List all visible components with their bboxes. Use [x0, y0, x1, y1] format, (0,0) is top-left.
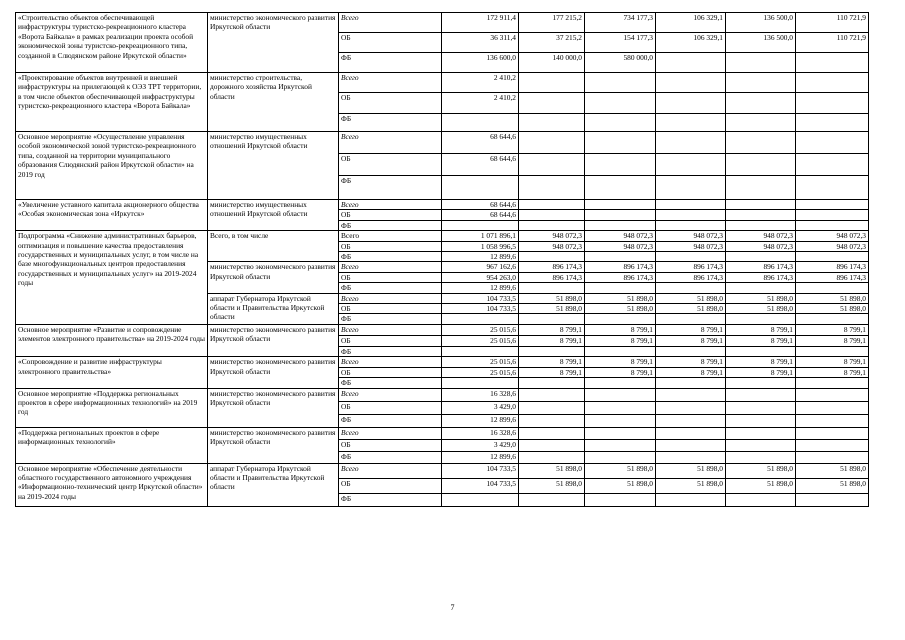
year-value-cell — [519, 427, 585, 439]
year-value-cell — [726, 73, 796, 93]
year-value-cell: 8 799,1 — [726, 324, 796, 335]
year-value-cell — [442, 346, 519, 356]
year-value-cell: 104 733,5 — [442, 478, 519, 493]
year-value-cell: 3 429,0 — [442, 439, 519, 451]
table-row — [16, 357, 869, 367]
year-value-cell — [519, 114, 585, 132]
measure-name-cell: Основное мероприятие «Поддержка региональных проектов в сфере информационных технологий» на 2019 год — [16, 388, 208, 427]
year-value-cell — [519, 210, 585, 220]
year-value-cell: 580 000,0 — [585, 53, 656, 73]
funding-source-cell: ОБ — [339, 304, 442, 314]
year-value-cell — [726, 493, 796, 506]
year-value-cell — [442, 314, 519, 324]
year-value-cell — [519, 493, 585, 506]
year-value-cell: 948 072,3 — [656, 241, 726, 251]
table-row — [16, 427, 869, 439]
year-value-cell — [656, 283, 726, 293]
year-value-cell — [519, 401, 585, 414]
year-value-cell: 12 899,6 — [442, 451, 519, 463]
year-value-cell — [656, 93, 726, 114]
year-value-cell — [726, 132, 796, 154]
year-value-cell — [585, 314, 656, 324]
year-value-cell: 51 898,0 — [519, 293, 585, 303]
measure-name-cell: Основное мероприятие «Развитие и сопровождение элементов электронного правительства» на 2019-2024 годы — [16, 324, 208, 356]
year-value-cell: 8 799,1 — [519, 357, 585, 367]
funding-source-cell: ФБ — [339, 346, 442, 356]
year-value-cell: 8 799,1 — [656, 367, 726, 377]
year-value-cell — [796, 378, 869, 388]
year-value-cell — [726, 176, 796, 200]
year-value-cell — [656, 73, 726, 93]
year-value-cell — [519, 451, 585, 463]
year-value-cell — [656, 451, 726, 463]
funding-source-cell: ФБ — [339, 378, 442, 388]
year-value-cell: 896 174,3 — [726, 262, 796, 272]
year-value-cell — [585, 200, 656, 210]
year-value-cell: 896 174,3 — [656, 262, 726, 272]
year-value-cell: 2 410,2 — [442, 93, 519, 114]
year-value-cell: 1 071 896,1 — [442, 231, 519, 241]
year-value-cell: 948 072,3 — [726, 241, 796, 251]
year-value-cell: 51 898,0 — [726, 463, 796, 478]
year-value-cell: 51 898,0 — [796, 478, 869, 493]
funding-source-cell: Всего — [339, 73, 442, 93]
year-value-cell: 51 898,0 — [796, 304, 869, 314]
year-value-cell — [519, 314, 585, 324]
year-value-cell: 896 174,3 — [656, 272, 726, 282]
year-value-cell: 106 329,1 — [656, 13, 726, 33]
table-row — [16, 324, 869, 335]
year-value-cell: 8 799,1 — [726, 335, 796, 346]
year-value-cell — [726, 451, 796, 463]
year-value-cell — [796, 93, 869, 114]
executor-cell: министерство экономического развития Иркутской области — [208, 324, 339, 356]
year-value-cell: 2 410,2 — [442, 73, 519, 93]
year-value-cell — [519, 132, 585, 154]
table-row — [16, 132, 869, 154]
year-value-cell: 25 015,6 — [442, 324, 519, 335]
funding-source-cell: Всего — [339, 427, 442, 439]
year-value-cell — [442, 220, 519, 230]
year-value-cell — [656, 439, 726, 451]
year-value-cell: 51 898,0 — [519, 478, 585, 493]
year-value-cell: 734 177,3 — [585, 13, 656, 33]
year-value-cell — [585, 132, 656, 154]
year-value-cell: 8 799,1 — [519, 335, 585, 346]
year-value-cell: 37 215,2 — [519, 33, 585, 53]
year-value-cell — [796, 200, 869, 210]
year-value-cell — [726, 439, 796, 451]
year-value-cell — [519, 283, 585, 293]
year-value-cell: 68 644,6 — [442, 210, 519, 220]
executor-cell: министерство экономического развития Иркутской области — [208, 388, 339, 427]
year-value-cell — [585, 388, 656, 401]
year-value-cell: 104 733,5 — [442, 293, 519, 303]
year-value-cell — [796, 283, 869, 293]
year-value-cell: 8 799,1 — [585, 357, 656, 367]
year-value-cell — [519, 200, 585, 210]
budget-table-body — [16, 13, 869, 507]
year-value-cell: 36 311,4 — [442, 33, 519, 53]
year-value-cell: 3 429,0 — [442, 401, 519, 414]
year-value-cell: 8 799,1 — [585, 335, 656, 346]
year-value-cell — [656, 53, 726, 73]
year-value-cell: 140 000,0 — [519, 53, 585, 73]
funding-source-cell: ФБ — [339, 493, 442, 506]
year-value-cell — [726, 93, 796, 114]
year-value-cell: 948 072,3 — [585, 231, 656, 241]
year-value-cell — [796, 114, 869, 132]
year-value-cell — [796, 132, 869, 154]
year-value-cell — [585, 114, 656, 132]
funding-source-cell: Всего — [339, 200, 442, 210]
funding-source-cell: ФБ — [339, 220, 442, 230]
funding-source-cell: ФБ — [339, 283, 442, 293]
year-value-cell: 16 328,6 — [442, 427, 519, 439]
year-value-cell — [585, 220, 656, 230]
year-value-cell: 8 799,1 — [656, 335, 726, 346]
year-value-cell — [726, 314, 796, 324]
year-value-cell: 948 072,3 — [796, 241, 869, 251]
year-value-cell — [519, 73, 585, 93]
year-value-cell: 8 799,1 — [519, 367, 585, 377]
year-value-cell — [519, 439, 585, 451]
year-value-cell — [442, 493, 519, 506]
year-value-cell — [726, 114, 796, 132]
year-value-cell — [656, 493, 726, 506]
measure-name-cell: «Сопровождение и развитие инфраструктуры электронного правительства» — [16, 357, 208, 388]
funding-source-cell: ФБ — [339, 53, 442, 73]
year-value-cell — [585, 176, 656, 200]
year-value-cell — [796, 220, 869, 230]
year-value-cell — [519, 346, 585, 356]
year-value-cell — [519, 220, 585, 230]
year-value-cell: 948 072,3 — [585, 241, 656, 251]
table-row — [16, 13, 869, 33]
year-value-cell: 8 799,1 — [726, 367, 796, 377]
funding-source-cell: ОБ — [339, 33, 442, 53]
year-value-cell: 172 911,4 — [442, 13, 519, 33]
year-value-cell — [656, 427, 726, 439]
year-value-cell: 8 799,1 — [585, 324, 656, 335]
year-value-cell: 8 799,1 — [796, 324, 869, 335]
measure-name-cell: Основное мероприятие «Осуществление управления особой экономической зоной туристско-рекреационного типа, созданной на территории муниципального образования Слюдянский район Иркутской области» на 2019 год — [16, 132, 208, 200]
year-value-cell: 136 500,0 — [726, 33, 796, 53]
year-value-cell — [796, 314, 869, 324]
year-value-cell — [726, 427, 796, 439]
year-value-cell: 68 644,6 — [442, 132, 519, 154]
year-value-cell: 8 799,1 — [796, 357, 869, 367]
year-value-cell — [726, 346, 796, 356]
year-value-cell — [796, 414, 869, 427]
year-value-cell: 51 898,0 — [656, 478, 726, 493]
year-value-cell — [656, 314, 726, 324]
year-value-cell — [726, 401, 796, 414]
year-value-cell: 896 174,3 — [585, 272, 656, 282]
year-value-cell: 51 898,0 — [656, 304, 726, 314]
funding-source-cell: Всего — [339, 324, 442, 335]
year-value-cell — [519, 414, 585, 427]
year-value-cell — [585, 414, 656, 427]
year-value-cell: 8 799,1 — [726, 357, 796, 367]
funding-source-cell: ОБ — [339, 439, 442, 451]
year-value-cell — [796, 401, 869, 414]
year-value-cell: 51 898,0 — [796, 463, 869, 478]
year-value-cell — [656, 154, 726, 176]
year-value-cell: 68 644,6 — [442, 154, 519, 176]
measure-name-cell: «Проектирование объектов внутренней и внешней инфраструктуры на прилегающей к ОЭЗ ТРТ территории, в том числе объектов обеспечивающей инфраструктуры туристско-рекреационного кластера «Ворота Байкала» — [16, 73, 208, 132]
year-value-cell: 154 177,3 — [585, 33, 656, 53]
funding-source-cell: Всего — [339, 388, 442, 401]
year-value-cell — [656, 414, 726, 427]
year-value-cell — [585, 439, 656, 451]
year-value-cell: 110 721,9 — [796, 13, 869, 33]
year-value-cell — [796, 439, 869, 451]
year-value-cell: 954 263,0 — [442, 272, 519, 282]
funding-source-cell: ФБ — [339, 252, 442, 262]
year-value-cell — [585, 154, 656, 176]
year-value-cell — [796, 493, 869, 506]
year-value-cell — [585, 346, 656, 356]
funding-source-cell: ОБ — [339, 272, 442, 282]
year-value-cell: 948 072,3 — [726, 231, 796, 241]
year-value-cell: 136 600,0 — [442, 53, 519, 73]
funding-source-cell: ФБ — [339, 414, 442, 427]
year-value-cell: 896 174,3 — [796, 272, 869, 282]
table-row — [16, 388, 869, 401]
funding-source-cell: ОБ — [339, 478, 442, 493]
year-value-cell — [726, 378, 796, 388]
year-value-cell: 51 898,0 — [585, 304, 656, 314]
executor-cell: аппарат Губернатора Иркутской области и Правительства Иркутской области — [208, 463, 339, 506]
year-value-cell: 896 174,3 — [519, 262, 585, 272]
year-value-cell: 104 733,5 — [442, 463, 519, 478]
year-value-cell — [656, 114, 726, 132]
budget-table — [15, 12, 869, 507]
year-value-cell: 948 072,3 — [519, 241, 585, 251]
year-value-cell: 967 162,6 — [442, 262, 519, 272]
year-value-cell — [796, 451, 869, 463]
year-value-cell: 16 328,6 — [442, 388, 519, 401]
table-row — [16, 200, 869, 210]
year-value-cell: 896 174,3 — [796, 262, 869, 272]
year-value-cell — [796, 427, 869, 439]
year-value-cell: 12 899,6 — [442, 283, 519, 293]
year-value-cell — [656, 388, 726, 401]
year-value-cell — [726, 283, 796, 293]
year-value-cell: 12 899,6 — [442, 252, 519, 262]
year-value-cell — [585, 427, 656, 439]
year-value-cell: 177 215,2 — [519, 13, 585, 33]
year-value-cell — [796, 210, 869, 220]
year-value-cell: 106 329,1 — [656, 33, 726, 53]
year-value-cell: 68 644,6 — [442, 200, 519, 210]
funding-source-cell: Всего — [339, 293, 442, 303]
year-value-cell: 8 799,1 — [656, 357, 726, 367]
year-value-cell — [726, 388, 796, 401]
year-value-cell — [519, 388, 585, 401]
executor-cell: министерство экономического развития Иркутской области — [208, 357, 339, 388]
year-value-cell — [656, 132, 726, 154]
year-value-cell: 51 898,0 — [519, 463, 585, 478]
year-value-cell: 51 898,0 — [656, 293, 726, 303]
executor-cell: Всего, в том числе — [208, 231, 339, 262]
year-value-cell — [656, 346, 726, 356]
funding-source-cell: ФБ — [339, 114, 442, 132]
funding-source-cell: ФБ — [339, 314, 442, 324]
year-value-cell: 104 733,5 — [442, 304, 519, 314]
year-value-cell: 8 799,1 — [519, 324, 585, 335]
year-value-cell: 948 072,3 — [656, 231, 726, 241]
year-value-cell — [726, 252, 796, 262]
funding-source-cell: ФБ — [339, 451, 442, 463]
funding-source-cell: Всего — [339, 231, 442, 241]
year-value-cell — [726, 200, 796, 210]
measure-name-cell: «Поддержка региональных проектов в сфере информационных технологий» — [16, 427, 208, 463]
year-value-cell: 110 721,9 — [796, 33, 869, 53]
funding-source-cell: ОБ — [339, 367, 442, 377]
year-value-cell: 8 799,1 — [656, 324, 726, 335]
year-value-cell — [726, 210, 796, 220]
year-value-cell: 896 174,3 — [519, 272, 585, 282]
year-value-cell — [585, 493, 656, 506]
funding-source-cell: Всего — [339, 262, 442, 272]
year-value-cell: 12 899,6 — [442, 414, 519, 427]
measure-name-cell: «Строительство объектов обеспечивающей инфраструктуры туристско-рекреационного кластера «Ворота Байкала» в рамках реализации проекта особой экономической зоны туристско-рекреационного типа, созданной в Слюдянском районе Иркутской области» — [16, 13, 208, 73]
year-value-cell: 136 500,0 — [726, 13, 796, 33]
page-number: 7 — [450, 603, 455, 612]
table-row — [16, 463, 869, 478]
table-row — [16, 231, 869, 241]
year-value-cell: 8 799,1 — [796, 335, 869, 346]
year-value-cell: 51 898,0 — [726, 478, 796, 493]
year-value-cell — [519, 176, 585, 200]
year-value-cell — [796, 252, 869, 262]
executor-cell: аппарат Губернатора Иркутской области и Правительства Иркутской области — [208, 293, 339, 324]
executor-cell: министерство имущественных отношений Иркутской области — [208, 200, 339, 231]
year-value-cell — [726, 53, 796, 73]
funding-source-cell: ОБ — [339, 401, 442, 414]
funding-source-cell: ОБ — [339, 210, 442, 220]
funding-source-cell: ОБ — [339, 335, 442, 346]
measure-name-cell: Основное мероприятие «Обеспечение деятельности областного государственного автономного учреждения «Информационно-технический центр Иркутской области» на 2019-2024 годы — [16, 463, 208, 506]
year-value-cell — [726, 414, 796, 427]
year-value-cell — [519, 93, 585, 114]
year-value-cell — [585, 451, 656, 463]
year-value-cell: 948 072,3 — [796, 231, 869, 241]
year-value-cell — [796, 154, 869, 176]
year-value-cell — [796, 388, 869, 401]
funding-source-cell: Всего — [339, 13, 442, 33]
year-value-cell: 51 898,0 — [726, 304, 796, 314]
year-value-cell: 896 174,3 — [726, 272, 796, 282]
funding-source-cell: ФБ — [339, 176, 442, 200]
year-value-cell — [585, 401, 656, 414]
executor-cell: министерство строительства, дорожного хозяйства Иркутской области — [208, 73, 339, 132]
year-value-cell — [796, 176, 869, 200]
year-value-cell: 51 898,0 — [796, 293, 869, 303]
year-value-cell: 51 898,0 — [585, 463, 656, 478]
table-row — [16, 73, 869, 93]
year-value-cell: 51 898,0 — [656, 463, 726, 478]
executor-cell: министерство имущественных отношений Иркутской области — [208, 132, 339, 200]
year-value-cell: 51 898,0 — [726, 293, 796, 303]
year-value-cell: 51 898,0 — [585, 293, 656, 303]
year-value-cell — [519, 252, 585, 262]
year-value-cell — [519, 378, 585, 388]
year-value-cell — [796, 73, 869, 93]
funding-source-cell: Всего — [339, 357, 442, 367]
year-value-cell: 948 072,3 — [519, 231, 585, 241]
year-value-cell — [585, 378, 656, 388]
year-value-cell: 25 015,6 — [442, 357, 519, 367]
executor-cell: министерство экономического развития Иркутской области — [208, 262, 339, 293]
executor-cell: министерство экономического развития Иркутской области — [208, 13, 339, 73]
year-value-cell: 8 799,1 — [796, 367, 869, 377]
year-value-cell: 896 174,3 — [585, 262, 656, 272]
year-value-cell — [726, 220, 796, 230]
measure-name-cell: Подпрограмма «Снижение административных барьеров, оптимизация и повышение качества предоставления государственных и муниципальных услуг, в том числе на базе многофункциональных центров предоставления государственных и муниципальных услуг» на 2019-2024 годы — [16, 231, 208, 325]
year-value-cell: 51 898,0 — [519, 304, 585, 314]
year-value-cell — [585, 283, 656, 293]
year-value-cell — [442, 176, 519, 200]
year-value-cell — [656, 252, 726, 262]
year-value-cell — [796, 53, 869, 73]
year-value-cell — [585, 93, 656, 114]
year-value-cell: 8 799,1 — [585, 367, 656, 377]
year-value-cell — [656, 220, 726, 230]
year-value-cell: 51 898,0 — [585, 478, 656, 493]
year-value-cell — [442, 114, 519, 132]
year-value-cell — [656, 378, 726, 388]
year-value-cell — [796, 346, 869, 356]
year-value-cell — [519, 154, 585, 176]
year-value-cell — [585, 210, 656, 220]
funding-source-cell: ОБ — [339, 93, 442, 114]
year-value-cell: 25 015,6 — [442, 367, 519, 377]
executor-cell: министерство экономического развития Иркутской области — [208, 427, 339, 463]
year-value-cell — [442, 378, 519, 388]
year-value-cell — [585, 73, 656, 93]
year-value-cell: 1 058 996,5 — [442, 241, 519, 251]
year-value-cell — [656, 210, 726, 220]
year-value-cell — [656, 200, 726, 210]
year-value-cell — [585, 252, 656, 262]
funding-source-cell: ОБ — [339, 241, 442, 251]
year-value-cell: 25 015,6 — [442, 335, 519, 346]
year-value-cell — [656, 401, 726, 414]
funding-source-cell: Всего — [339, 463, 442, 478]
year-value-cell — [656, 176, 726, 200]
funding-source-cell: Всего — [339, 132, 442, 154]
year-value-cell — [726, 154, 796, 176]
measure-name-cell: «Увеличение уставного капитала акционерного общества «Особая экономическая зона «Иркутск» — [16, 200, 208, 231]
funding-source-cell: ОБ — [339, 154, 442, 176]
